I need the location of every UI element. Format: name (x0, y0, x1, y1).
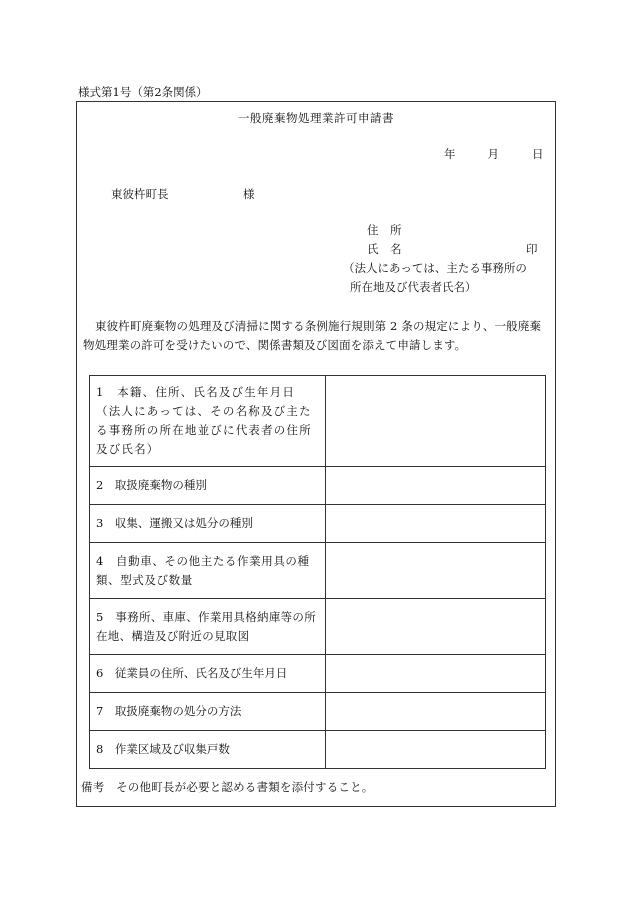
table-row (90, 543, 546, 599)
item-value-field[interactable] (326, 693, 546, 731)
table-row (90, 731, 546, 769)
month-label: 月 (487, 147, 499, 161)
item-label: 1 本籍、住所、氏名及び生年月日（法人にあっては、その名称及び主たる事務所の所在地並びに代表者の住所及び氏名） (90, 376, 326, 467)
item-value-field[interactable] (326, 505, 546, 543)
item-value-field[interactable] (326, 655, 546, 693)
table-row (90, 505, 546, 543)
items-table (89, 375, 546, 769)
table-row (90, 599, 546, 655)
table-row (90, 693, 546, 731)
item-value-field[interactable] (326, 731, 546, 769)
item-label: 3 収集、運搬又は処分の種別 (90, 505, 326, 543)
date-line (444, 146, 544, 162)
table-row (90, 655, 546, 693)
item-label: 2 取扱廃棄物の種別 (90, 467, 326, 505)
item-label: 5 事務所、車庫、作業用具格納庫等の所在地、構造及び附近の見取図 (90, 599, 326, 655)
item-value-field[interactable] (326, 376, 546, 467)
form-title: 一般廃棄物処理業許可申請書 (238, 111, 394, 125)
remarks-note: 備考 その他町長が必要と認める書類を添付すること。 (81, 780, 374, 794)
application-statement: 東彼杵町廃棄物の処理及び清掃に関する条例施行規則第 2 条の規定により、一般廃棄物処理業の許可を受けたいので、関係書類及び図面を添えて申請します。 (83, 319, 542, 352)
year-label: 年 (444, 147, 456, 161)
item-value-field[interactable] (326, 543, 546, 599)
applicant-note-line2: 所在地及び代表者氏名） (350, 280, 477, 294)
application-form (76, 101, 556, 807)
item-label: 4 自動車、その他主たる作業用具の種類、型式及び数量 (90, 543, 326, 599)
addressee-honorific: 様 (243, 187, 255, 201)
seal-label: 印 (526, 242, 538, 256)
item-label: 6 従業員の住所、氏名及び生年月日 (90, 655, 326, 693)
applicant-note-line1: （法人にあっては、主たる事務所の (343, 261, 527, 275)
item-label: 7 取扱廃棄物の処分の方法 (90, 693, 326, 731)
table-row (90, 467, 546, 505)
name-label: 氏 名 (367, 242, 402, 256)
address-label: 住 所 (367, 223, 402, 237)
item-value-field[interactable] (326, 599, 546, 655)
item-label: 8 作業区域及び収集戸数 (90, 731, 326, 769)
item-value-field[interactable] (326, 467, 546, 505)
day-label: 日 (532, 147, 544, 161)
addressee-name: 東彼杵町長 (111, 187, 169, 201)
form-number-label: 様式第1号（第2条関係） (78, 85, 208, 99)
table-row (90, 376, 546, 467)
